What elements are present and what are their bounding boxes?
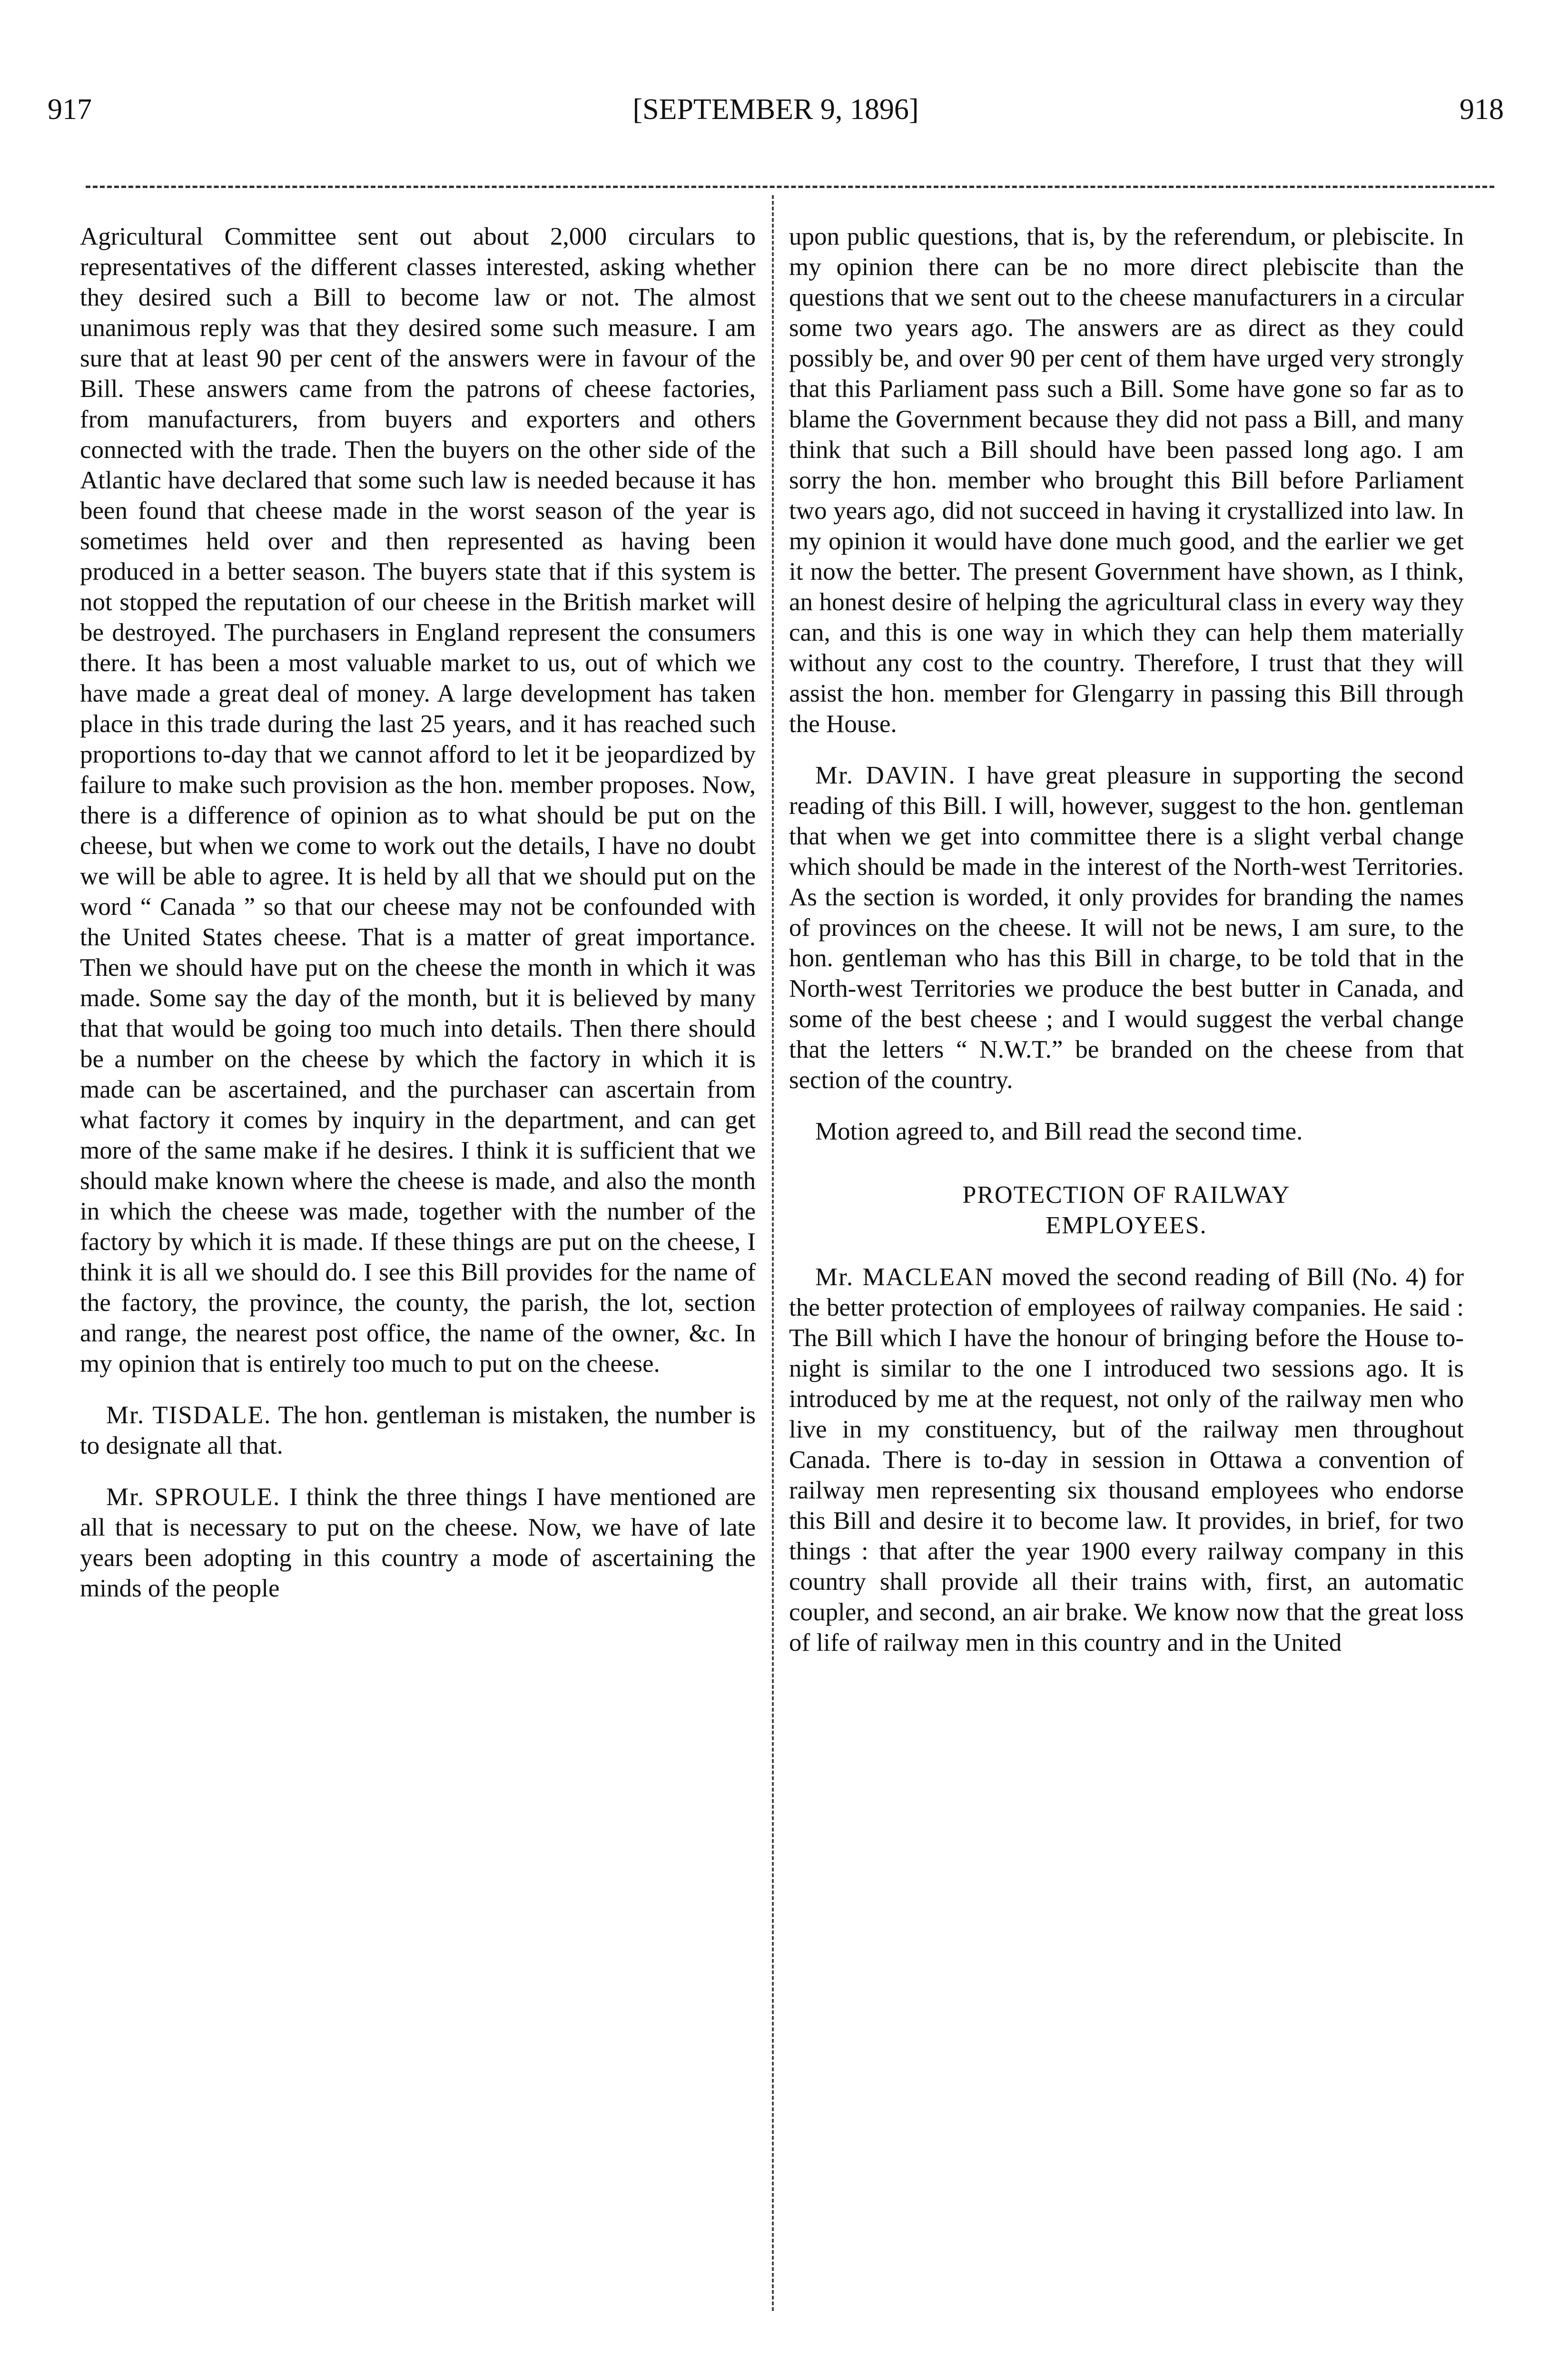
page-header [48,86,1504,133]
speech-text: The hon. gentleman is mistaken, the number is to designate all that. [80,1401,756,1459]
right-paragraph-1: upon public questions, that is, by the referendum, or plebiscite. In my opinion there can be no more direct plebiscite than the questions that we sent out to the cheese manufacturers in a circular some two years ago. The answers are as direct as they could possibly be, and over 90 per cent of them have urged very strongly that this Parliament pass such a Bill. Some have gone so far as to blame the Government because they did not pass a Bill, and many think that such a Bill should have been passed long ago. I am sorry the hon. member who brought this Bill before Parliament two years ago, did not succeed in having it crystallized into law. In my opinion it would have done much good, and the earlier we get it now the better. The present Government have shown, as I think, an honest desire of helping the agricultural class in every way they can, and this is one way in which they can help them materially without any cost to the country. Therefore, I trust that they will assist the hon. member for Glengarry in passing this Bill through the House. [789,223,1464,738]
page-number-left: 917 [48,93,92,126]
section-heading [789,1180,1464,1241]
header-rule [86,186,1494,188]
right-paragraph-maclean [789,1262,1464,1658]
left-paragraph-1: Agricultural Committee sent out about 2,000 circulars to representatives of the different classes interested, asking whether they desired such a Bill to become law or not. The almost unanimous reply was that they desired some such measure. I am sure that at least 90 per cent of the answers were in favour of the Bill. These answers came from the patrons of cheese factories, from manufacturers, from buyers and exporters and others connected with the trade. Then the buyers on the other side of the Atlantic have declared that some such law is needed because it has been found that cheese made in the worst season of the year is sometimes held over and then represented as having been produced in a better season. The buyers state that if this system is not stopped the reputation of our cheese in the British market will be destroyed. The purchasers in England represent the consumers there. It has been a most valuable market to us, out of which we have made a great deal of money. A large development has taken place in this trade during the last 25 years, and it has reached such proportions to-day that we cannot afford to let it be jeopardized by failure to make such provision as the hon. member proposes. Now, there is a difference of opinion as to what should be put on the cheese, but when we come to work out the details, I have no doubt we will be able to agree. It is held by all that we should put on the word “ Canada ” so that our cheese may not be confounded with the United States cheese. That is a matter of great importance. Then we should have put on the cheese the month in which it was made. Some say the day of the month, but it is believed by many that that would be going too much into details. Then there should be a number on the cheese by which the factory in which it is made can be ascertained, and the purchaser can ascertain from what factory it comes by inquiry in the department, and can get more of the same make if he desires. I think it is sufficient that we should make known where the cheese is made, and also the month in which the cheese was made, together with the number of the factory by which it is made. If these things are put on the cheese, I think it is all we should do. I see this Bill provides for the name of the factory, the province, the county, the parish, the lot, section and range, the nearest post office, the name of the owner, &c. In my opinion that is entirely too much to put on the cheese. [80,223,756,1378]
speaker-name: Mr. MACLEAN [815,1263,994,1291]
left-column [80,221,756,1625]
right-column [789,221,1464,1679]
section-heading-line-2: EMPLOYEES. [1046,1212,1207,1239]
right-paragraph-davin [789,760,1464,1095]
speech-text: I have great pleasure in supporting the second reading of this Bill. I will, however, suggest to the hon. gentleman that when we get into committee there is a slight verbal change which should be made in the interest of the North-west Territories. As the section is worded, it only provides for branding the names of provinces on the cheese. It will not be news, I am sure, to the hon. gentleman who has this Bill in charge, to be told that in the North-west Territories we produce the best butter in Canada, and some of the best cheese ; and I would suggest the verbal change that the letters “ N.W.T.” be branded on the cheese from that section of the country. [789,762,1464,1094]
speaker-name: Mr. DAVIN. [815,762,956,789]
speaker-name: Mr. SPROULE. [106,1483,281,1511]
header-date: [SEPTEMBER 9, 1896] [632,93,919,126]
speech-text: I think the three things I have mentioned are all that is necessary to put on the cheese. Now, we have of late years been adopting in this country a mode of ascertaining the minds of the people [80,1483,756,1602]
page-number-right: 918 [1460,93,1504,126]
left-paragraph-sproule [80,1482,756,1604]
section-heading-line-1: PROTECTION OF RAILWAY [962,1181,1291,1209]
column-divider [772,195,774,2311]
left-paragraph-tisdale [80,1400,756,1461]
speaker-name: Mr. TISDALE. [106,1401,272,1429]
right-paragraph-motion: Motion agreed to, and Bill read the second time. [815,1118,1303,1145]
speech-text: moved the second reading of Bill (No. 4) for the better protection of employees of railway companies. He said : The Bill which I have the honour of bringing before the House to-night is similar to the one I introduced two sessions ago. It is introduced by me at the request, not only of the railway men who live in my constituency, but of the railway men throughout Canada. There is to-day in session in Ottawa a convention of railway men representing six thousand employees who endorse this Bill and desire it to become law. It provides, in brief, for two things : that after the year 1900 every railway company in this country shall provide all their trains with, first, an automatic coupler, and second, an air brake. We know now that the great loss of life of railway men in this country and in the United [789,1263,1464,1656]
